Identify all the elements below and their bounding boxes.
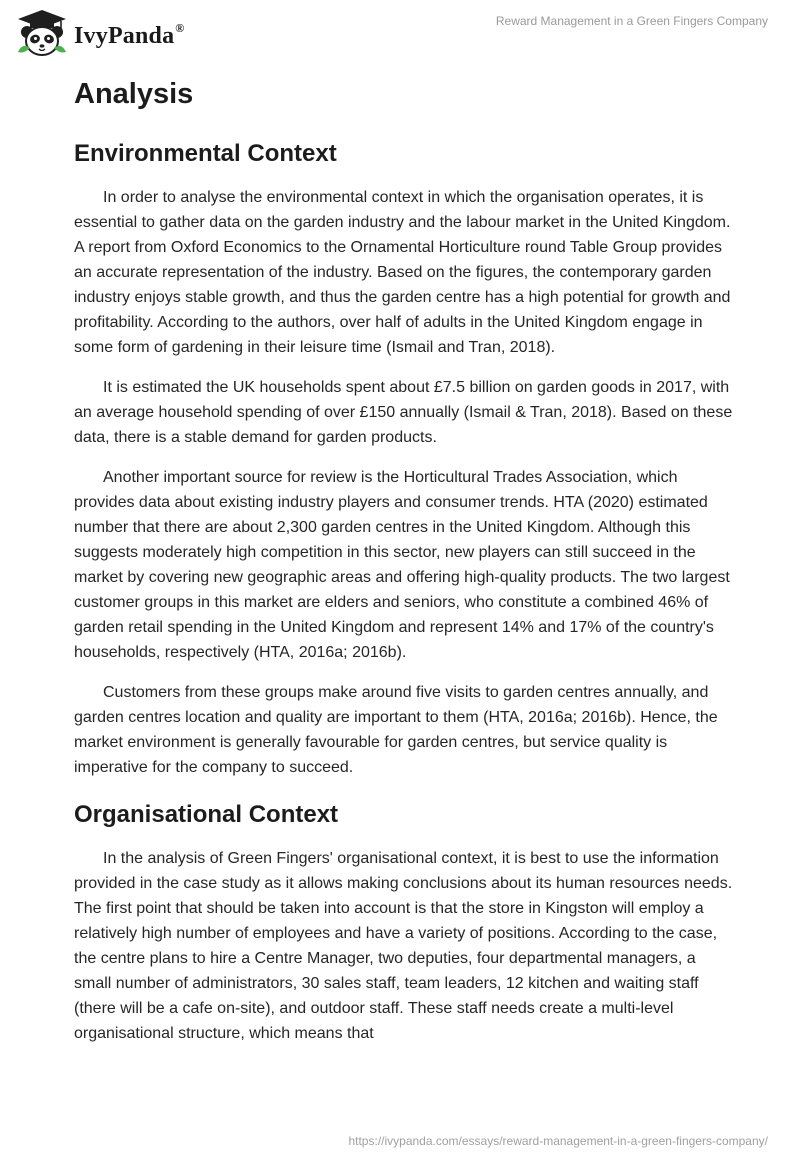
document-title: Reward Management in a Green Fingers Company	[495, 14, 768, 28]
registered-mark: ®	[175, 20, 185, 35]
section-heading-environmental-context: Environmental Context	[74, 140, 337, 167]
ivypanda-logo[interactable]	[14, 8, 184, 58]
logo-text: IvyPanda®	[74, 20, 185, 49]
article-content	[74, 70, 734, 1061]
paragraph: In the analysis of Green Fingers' organisational context, it is best to use the information provided in the case study as it allows making conclusions about its human resources needs. The first point that should be taken into account is that the store in Kingston will employ a relatively high number of employees and have a variety of positions. According to the case, the centre plans to hire a Centre Manager, two deputies, four departmental managers, a small number of administrators, 30 sales staff, team leaders, 12 kitchen and waiting staff (there will be a cafe on-site), and outdoor staff. These staff needs create a multi-level organisational structure, which means that	[74, 850, 733, 1042]
panda-graduate-icon	[14, 8, 70, 58]
section-heading-organisational-context: Organisational Context	[74, 801, 339, 828]
paragraph: Another important source for review is the Horticultural Trades Association, which provides data about existing industry players and consumer trends. HTA (2020) estimated number that there are about 2,300 garden centres in the United Kingdom. Although this suggests moderately high competition in this sector, new players can still succeed in the market by covering new geographic areas and offering high-quality products. The two largest customer groups in this market are elders and seniors, who constitute a combined 46% of garden retail spending in the United Kingdom and represent 14% and 17% of the country's households, respectively (HTA, 2016a; 2016b).	[74, 469, 730, 661]
page-title: Analysis	[74, 78, 194, 110]
paragraph: Customers from these groups make around five visits to garden centres annually, and garden centres location and quality are important to them (HTA, 2016a; 2016b). Hence, the market environment is generally favourable for garden centres, but service quality is imperative for the company to succeed.	[74, 684, 718, 776]
paragraph: In order to analyse the environmental context in which the organisation operates, it is essential to gather data on the garden industry and the labour market in the United Kingdom. A report from Oxford Economics to the Ornamental Horticulture round Table Group provides an accurate representation of the industry. Based on the figures, the contemporary garden industry enjoys stable growth, and thus the garden centre has a high potential for growth and profitability. According to the authors, over half of adults in the United Kingdom engage in some form of gardening in their leisure time (Ismail and Tran, 2018).	[74, 189, 731, 356]
page-header	[0, 0, 800, 70]
source-url[interactable]: https://ivypanda.com/essays/reward-management-in-a-green-fingers-company/	[348, 1134, 768, 1148]
paragraph: It is estimated the UK households spent about £7.5 billion on garden goods in 2017, with an average household spending of over £150 annually (Ismail & Tran, 2018). Based on these data, there is a stable demand for garden products.	[74, 379, 733, 446]
